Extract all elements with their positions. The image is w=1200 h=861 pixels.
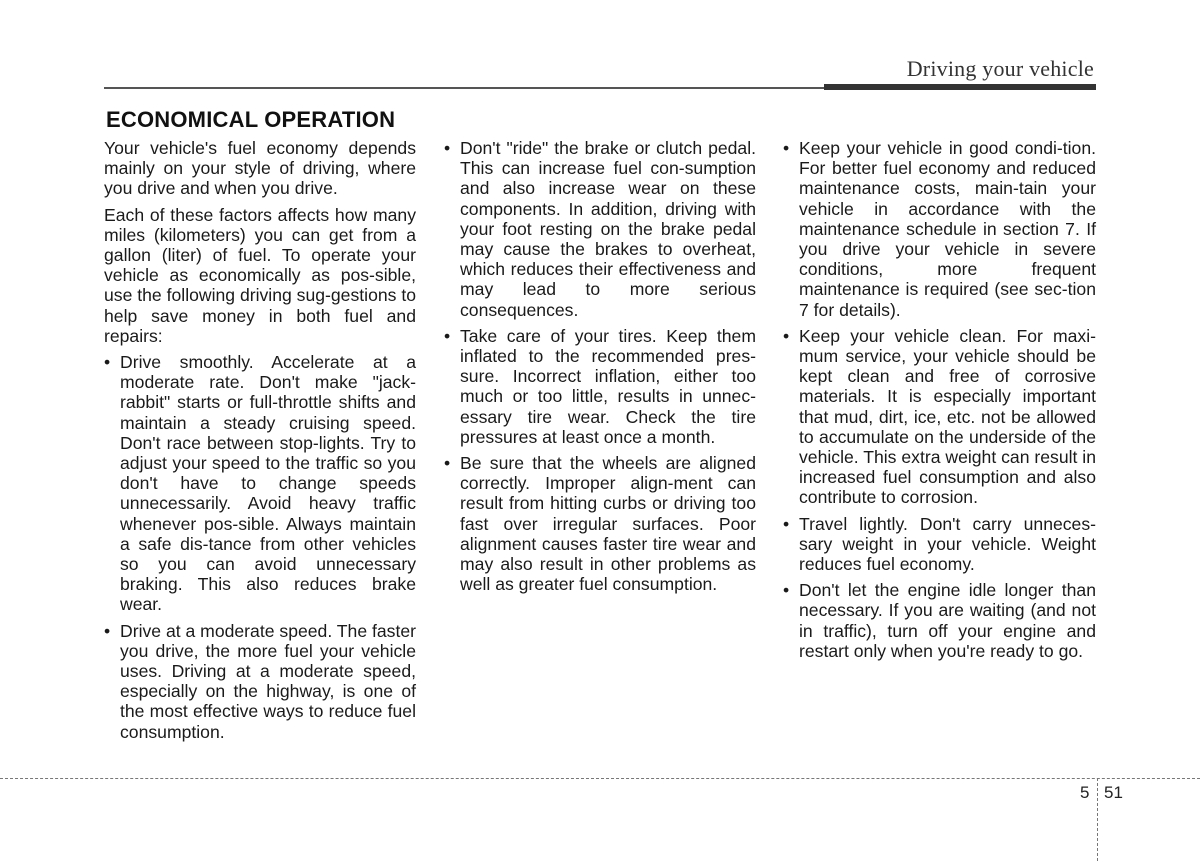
section-heading: ECONOMICAL OPERATION [106, 107, 396, 132]
bullet-icon: • [104, 352, 111, 373]
intro-paragraph: Your vehicle's fuel economy depends mainly on your style of driving, where you drive and when you drive. [104, 138, 416, 199]
list-item [104, 352, 416, 615]
chapter-number: 5 [1080, 783, 1090, 802]
intro-paragraph: Each of these factors affects how many miles (kilometers) you can get from a gallon (liter) of fuel. To operate your vehicle as economically as pos-sible, use the following driving sug-gestions to help save money in both fuel and repairs: [104, 204, 416, 346]
list-item-text: Drive smoothly. Accelerate at a moderate rate. Don't make "jack-rabbit" starts or full-throttle shifts and maintain a steady cruising speed. Don't race between stop-lights. Try to adjust your speed to the traffic so you don't have to change speeds unnecessarily. Avoid heavy traffic whenever pos-sible. Always maintain a safe dis-tance from other vehicles so you can avoid unnecessary braking. This also reduces brake wear. [120, 352, 416, 615]
bullet-icon: • [104, 620, 111, 641]
list-item [783, 138, 1096, 320]
bullet-icon: • [444, 453, 451, 474]
header-rule [104, 87, 824, 89]
footer-divider [1097, 778, 1098, 861]
list-item [444, 326, 756, 447]
list-item-text: Don't "ride" the brake or clutch pedal. This can increase fuel con-sumption and also increase wear on these components. In addition, driving with your foot resting on the brake pedal may cause the brakes to overheat, which reduces their effectiveness and may lead to more serious consequences. [460, 138, 756, 320]
column-2 [444, 138, 756, 600]
header-title: Driving your vehicle [906, 56, 1094, 81]
list-item [783, 514, 1096, 575]
list-item-text: Keep your vehicle in good condi-tion. For better fuel economy and reduced maintenance costs, main-tain your vehicle in accordance with the maintenance schedule in section 7. If you drive your vehicle in severe conditions, more frequent maintenance is required (see sec-tion 7 for details). [799, 138, 1096, 320]
list-item [444, 138, 756, 320]
list-item [104, 621, 416, 742]
tips-list [444, 138, 756, 594]
list-item-text: Take care of your tires. Keep them inflated to the recommended pres-sure. Incorrect inflation, either too much or too little, results in unnec-essary tire wear. Check the tire pressures at least once a month. [460, 325, 756, 447]
list-item-text: Be sure that the wheels are aligned correctly. Improper align-ment can result from hitting curbs or driving too fast over irregular surfaces. Poor alignment causes faster tire wear and may also result in other problems as well as greater fuel consumption. [460, 453, 756, 595]
footer-rule [0, 778, 1200, 779]
header-rule-accent [824, 84, 1096, 90]
list-item [783, 580, 1096, 661]
bullet-icon: • [783, 580, 790, 601]
bullet-icon: • [444, 325, 451, 346]
list-item-text: Keep your vehicle clean. For maxi-mum service, your vehicle should be kept clean and free of corrosive materials. It is especially important that mud, dirt, ice, etc. not be allowed to accumulate on the underside of the vehicle. This extra weight can result in increased fuel consumption and also contribute to corrosion. [799, 325, 1096, 508]
list-item [783, 326, 1096, 508]
bullet-icon: • [783, 138, 790, 158]
bullet-icon: • [444, 138, 451, 158]
column-1 [104, 138, 416, 748]
tips-list [104, 352, 416, 742]
list-item-text: Travel lightly. Don't carry unneces-sary weight in your vehicle. Weight reduces fuel economy. [799, 513, 1096, 575]
list-item-text: Don't let the engine idle longer than necessary. If you are waiting (and not in traffic), turn off your engine and restart only when you're ready to go. [799, 580, 1096, 661]
list-item-text: Drive at a moderate speed. The faster you drive, the more fuel your vehicle uses. Driving at a moderate speed, especially on the highway, is one of the most effective ways to reduce fuel consumption. [120, 620, 416, 742]
column-3 [783, 138, 1096, 667]
bullet-icon: • [783, 325, 790, 346]
list-item [444, 453, 756, 594]
page-number: 51 [1104, 783, 1123, 802]
tips-list [783, 138, 1096, 661]
bullet-icon: • [783, 513, 790, 534]
